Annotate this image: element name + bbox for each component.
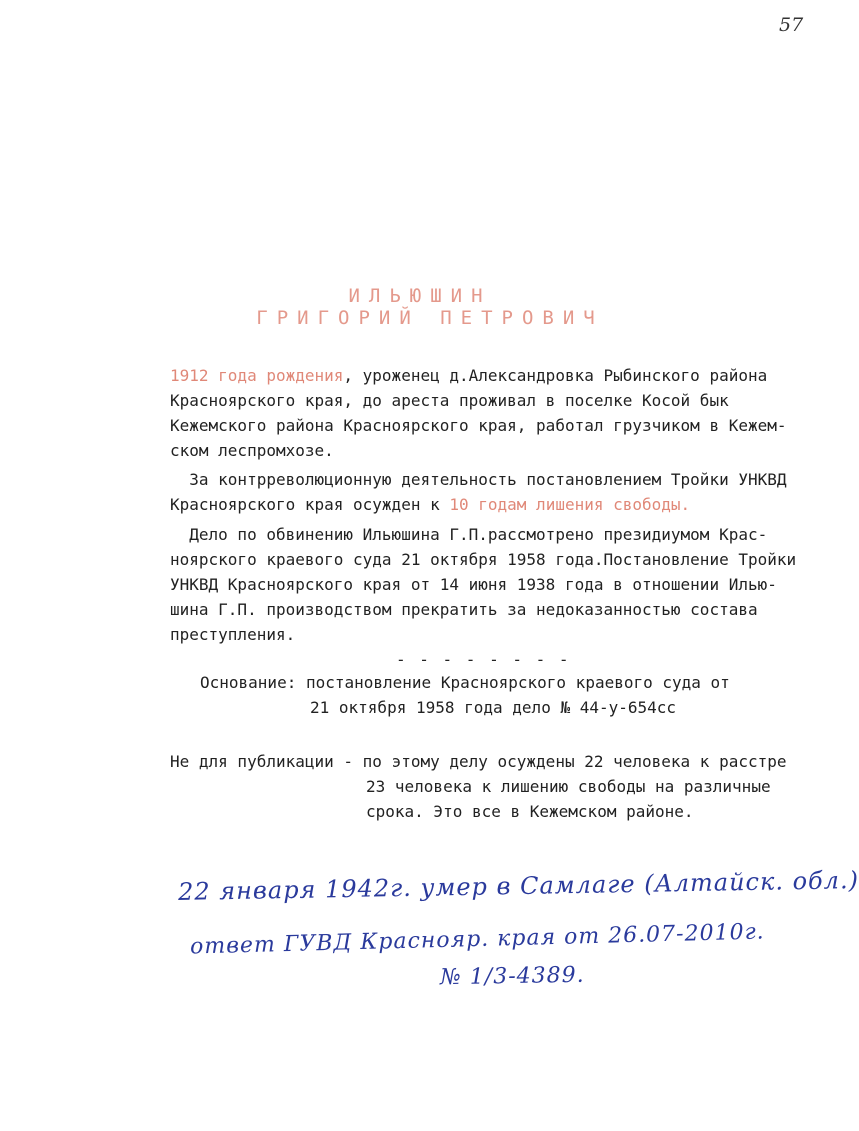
bio-line-2: Красноярского края, до ареста проживал в поселке Косой бык	[170, 391, 729, 410]
note-line-1: Не для публикации - по этому делу осуждены 22 человека к расстре	[170, 752, 787, 771]
person-surname: ИЛЬЮШИН	[348, 285, 492, 307]
sentence-line-1: За контрреволюционную деятельность постановлением Тройки УНКВД	[170, 470, 787, 489]
bio-line-3: Кежемского района Красноярского края, работал грузчиком в Кежем-	[170, 416, 787, 435]
page-number: 57	[779, 14, 804, 36]
note-line-2: 23 человека к лишению свободы на различные	[366, 777, 771, 796]
handwritten-reply-number: № 1/3-4389.	[439, 962, 585, 991]
rehab-line-4: шина Г.П. производством прекратить за недоказанностью состава	[170, 600, 758, 619]
rehab-line-5: преступления.	[170, 625, 296, 644]
bio-line-4: ском леспромхозе.	[170, 441, 334, 460]
rehab-line-2: ноярского краевого суда 21 октября 1958 года.Постановление Тройки	[170, 550, 797, 569]
handwritten-reply-note: ответ ГУВД Краснояр. края от 26.07-2010г.	[189, 919, 765, 960]
bio-line-1	[170, 366, 767, 386]
bio-line-1-rest: , уроженец д.Александровка Рыбинского района	[343, 366, 768, 385]
sentence-line-2-start: Красноярского края осужден к	[170, 495, 450, 514]
basis-line-2: 21 октября 1958 года дело № 44-у-654сс	[310, 698, 677, 717]
separator-dashes: - - - - - - - -	[396, 650, 571, 669]
sentence-term: 10 годам лишения свободы.	[449, 495, 691, 514]
note-line-3: срока. Это все в Кежемском районе.	[366, 802, 694, 821]
rehab-line-1: Дело по обвинению Ильюшина Г.П.рассмотрено президиумом Крас-	[170, 525, 768, 544]
birth-year-phrase: 1912 года рождения	[170, 366, 344, 385]
sentence-line-2	[170, 495, 690, 515]
handwritten-death-note: 22 января 1942г. умер в Самлаге (Алтайск. обл.)	[177, 866, 859, 906]
person-given-name: ГРИГОРИЙ ПЕТРОВИЧ	[256, 307, 604, 329]
basis-line-1: Основание: постановление Красноярского краевого суда от	[200, 673, 730, 692]
rehab-line-3: УНКВД Красноярского края от 14 июня 1938 года в отношении Илью-	[170, 575, 777, 594]
